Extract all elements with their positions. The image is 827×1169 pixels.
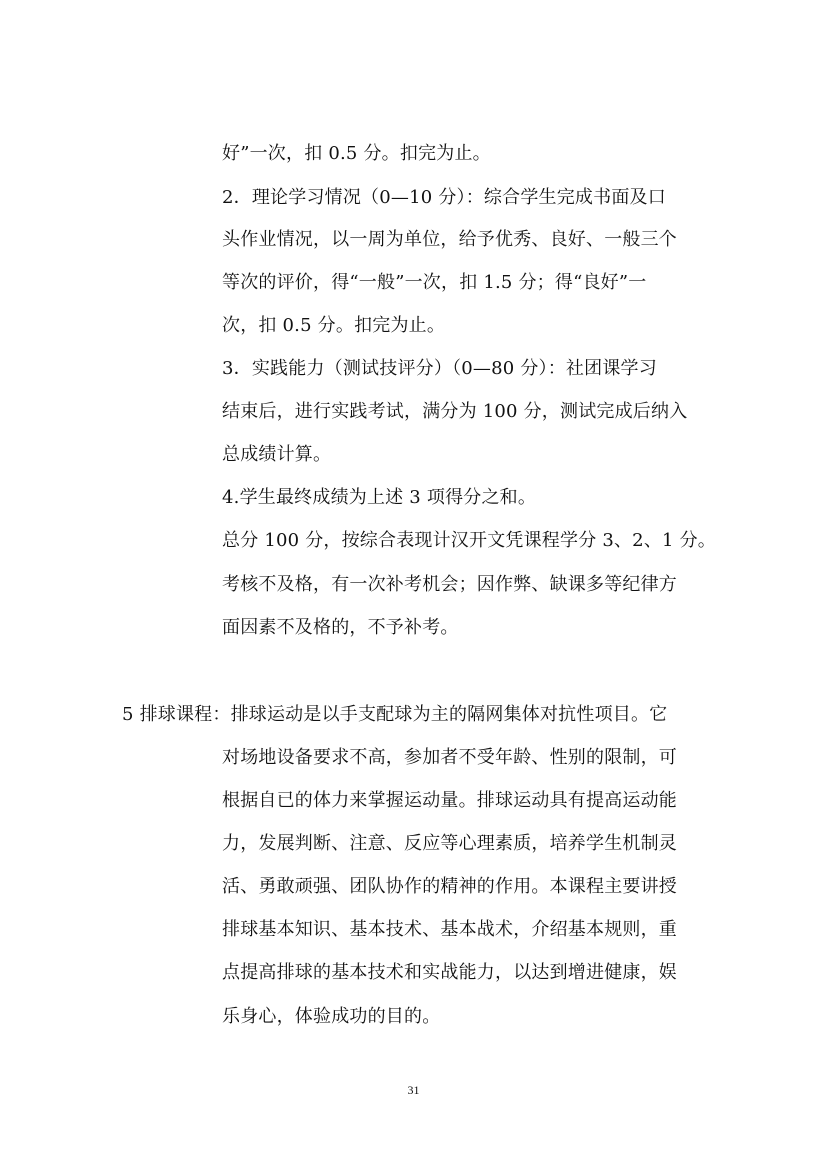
text-line-8: 总成绩计算。 bbox=[222, 444, 332, 465]
text-line-6: 3．实践能力（测试技评分）（0—80 分）：社团课学习 bbox=[222, 358, 657, 379]
text-line-16: 力，发展判断、注意、反应等心理素质，培养学生机制灵 bbox=[222, 833, 677, 854]
text-line-9: 4.学生最终成绩为上述 3 项得分之和。 bbox=[222, 487, 537, 508]
text-line-5: 次，扣 0.5 分。扣完为止。 bbox=[222, 315, 446, 336]
text-line-19: 点提高排球的基本技术和实战能力，以达到增进健康，娱 bbox=[222, 962, 677, 983]
text-line-20: 乐身心，体验成功的目的。 bbox=[222, 1006, 441, 1027]
page-number: 31 bbox=[407, 1083, 420, 1097]
text-line-18: 排球基本知识、基本技术、基本战术，介绍基本规则，重 bbox=[222, 919, 677, 940]
section-heading-line: 5 排球课程：排球运动是以手支配球为主的隔网集体对抗性项目。它 bbox=[122, 704, 668, 725]
text-line-4: 等次的评价，得“一般”一次，扣 1.5 分；得“良好”一 bbox=[222, 272, 647, 293]
text-line-15: 根据自已的体力来掌握运动量。排球运动具有提高运动能 bbox=[222, 790, 677, 811]
text-line-3: 头作业情况，以一周为单位，给予优秀、良好、一般三个 bbox=[222, 229, 677, 250]
text-line-11: 考核不及格，有一次补考机会；因作弊、缺课多等纪律方 bbox=[222, 574, 677, 595]
text-line-7: 结束后，进行实践考试，满分为 100 分，测试完成后纳入 bbox=[222, 401, 688, 422]
text-line-2: 2．理论学习情况（0—10 分）：综合学生完成书面及口 bbox=[222, 187, 666, 208]
text-line-12: 面因素不及格的，不予补考。 bbox=[222, 617, 459, 638]
text-line-1: 好”一次，扣 0.5 分。扣完为止。 bbox=[222, 143, 491, 164]
text-line-10: 总分 100 分，按综合表现计汉开文凭课程学分 3、2、1 分。 bbox=[222, 530, 716, 551]
text-line-14: 对场地设备要求不高，参加者不受年龄、性别的限制，可 bbox=[222, 747, 677, 768]
text-line-17: 活、勇敢顽强、团队协作的精神的作用。本课程主要讲授 bbox=[222, 876, 677, 897]
